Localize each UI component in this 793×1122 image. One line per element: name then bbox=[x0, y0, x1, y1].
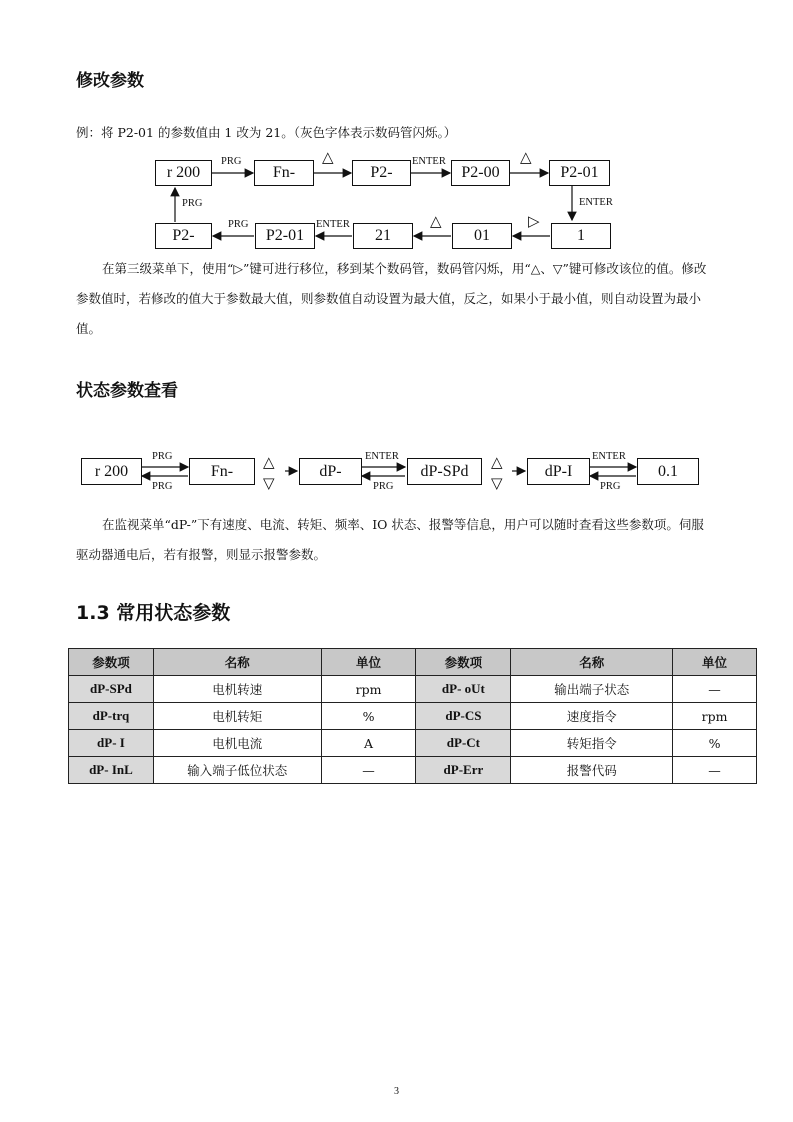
down-key-icon: ▽ bbox=[491, 474, 503, 492]
table-row bbox=[69, 676, 757, 703]
label-prg: PRG bbox=[221, 156, 242, 167]
param-name: 电机电流 bbox=[153, 730, 321, 757]
param-unit: rpm bbox=[321, 676, 416, 703]
header-param: 参数项 bbox=[416, 649, 511, 676]
page-number: 3 bbox=[394, 1086, 399, 1097]
param-unit: — bbox=[673, 757, 757, 784]
param-unit: A bbox=[321, 730, 416, 757]
flow-box-r200: r 200 bbox=[155, 160, 212, 186]
label-enter: ENTER bbox=[316, 219, 350, 230]
param-code: dP-trq bbox=[69, 703, 154, 730]
status-box-dp-spd: dP-SPd bbox=[407, 458, 482, 485]
status-parameter-table bbox=[68, 648, 757, 784]
param-name: 电机转速 bbox=[153, 676, 321, 703]
label-enter: ENTER bbox=[412, 156, 446, 167]
status-box-dp: dP- bbox=[299, 458, 362, 485]
header-name: 名称 bbox=[511, 649, 673, 676]
status-box-dp-i: dP-I bbox=[527, 458, 590, 485]
label-prg: PRG bbox=[152, 451, 173, 462]
section-title-common-status: 1.3 常用状态参数 bbox=[76, 602, 231, 624]
param-code: dP-CS bbox=[416, 703, 511, 730]
up-key-icon: △ bbox=[430, 212, 442, 230]
flow-box-p2-00: P2-00 bbox=[451, 160, 510, 186]
flow-box-01: 01 bbox=[452, 223, 512, 249]
header-unit: 单位 bbox=[321, 649, 416, 676]
modify-example-text: 例：将 P2-01 的参数值由 1 改为 21。（灰色字体表示数码管闪烁。） bbox=[76, 125, 457, 140]
up-key-icon: △ bbox=[263, 453, 275, 471]
label-prg: PRG bbox=[152, 481, 173, 492]
label-enter: ENTER bbox=[592, 451, 626, 462]
param-code: dP-Ct bbox=[416, 730, 511, 757]
status-box-r200: r 200 bbox=[81, 458, 142, 485]
status-box-value: 0.1 bbox=[637, 458, 699, 485]
status-box-fn: Fn- bbox=[189, 458, 255, 485]
label-enter: ENTER bbox=[579, 197, 613, 208]
label-prg: PRG bbox=[228, 219, 249, 230]
param-code: dP- oUt bbox=[416, 676, 511, 703]
flow-box-p2-01-saved: P2-01 bbox=[255, 223, 315, 249]
param-unit: rpm bbox=[673, 703, 757, 730]
param-code: dP-Err bbox=[416, 757, 511, 784]
param-code: dP- InL bbox=[69, 757, 154, 784]
right-key-icon: ▷ bbox=[528, 212, 540, 230]
table-row bbox=[69, 757, 757, 784]
param-unit: — bbox=[321, 757, 416, 784]
param-code: dP-SPd bbox=[69, 676, 154, 703]
param-name: 速度指令 bbox=[511, 703, 673, 730]
flow-box-p2: P2- bbox=[352, 160, 411, 186]
flow-box-21: 21 bbox=[353, 223, 413, 249]
table-row bbox=[69, 703, 757, 730]
up-key-icon: △ bbox=[491, 453, 503, 471]
label-prg: PRG bbox=[600, 481, 621, 492]
modify-paragraph: 在第三级菜单下，使用“▷”键可进行移位，移到某个数码管，数码管闪烁，用“△、▽”键可修改该位的值。修改参数值时，若修改的值大于参数最大值，则参数值自动设置为最大值，反之，如果小于最小值，则自动设置为最小值。 bbox=[76, 261, 707, 336]
section-title-status: 状态参数查看 bbox=[76, 381, 178, 401]
table-header-row bbox=[69, 649, 757, 676]
param-name: 输入端子低位状态 bbox=[153, 757, 321, 784]
status-paragraph: 在监视菜单“dP-”下有速度、电流、转矩、频率、IO 状态、报警等信息，用户可以随时查看这些参数项。伺服驱动器通电后，若有报警，则显示报警参数。 bbox=[76, 517, 704, 562]
section-title-modify: 修改参数 bbox=[76, 71, 144, 91]
up-key-icon: △ bbox=[322, 148, 334, 166]
param-unit: — bbox=[673, 676, 757, 703]
header-name: 名称 bbox=[153, 649, 321, 676]
param-name: 电机转矩 bbox=[153, 703, 321, 730]
param-unit: % bbox=[673, 730, 757, 757]
param-name: 转矩指令 bbox=[511, 730, 673, 757]
param-name: 输出端子状态 bbox=[511, 676, 673, 703]
table-row bbox=[69, 730, 757, 757]
label-prg: PRG bbox=[182, 198, 203, 209]
header-param: 参数项 bbox=[69, 649, 154, 676]
param-name: 报警代码 bbox=[511, 757, 673, 784]
flow-box-p2-return: P2- bbox=[155, 223, 212, 249]
up-key-icon: △ bbox=[520, 148, 532, 166]
header-unit: 单位 bbox=[673, 649, 757, 676]
flow-box-fn: Fn- bbox=[254, 160, 314, 186]
flow-box-p2-01: P2-01 bbox=[549, 160, 610, 186]
label-enter: ENTER bbox=[365, 451, 399, 462]
param-unit: % bbox=[321, 703, 416, 730]
down-key-icon: ▽ bbox=[263, 474, 275, 492]
label-prg: PRG bbox=[373, 481, 394, 492]
flow-box-1: 1 bbox=[551, 223, 611, 249]
param-code: dP- I bbox=[69, 730, 154, 757]
